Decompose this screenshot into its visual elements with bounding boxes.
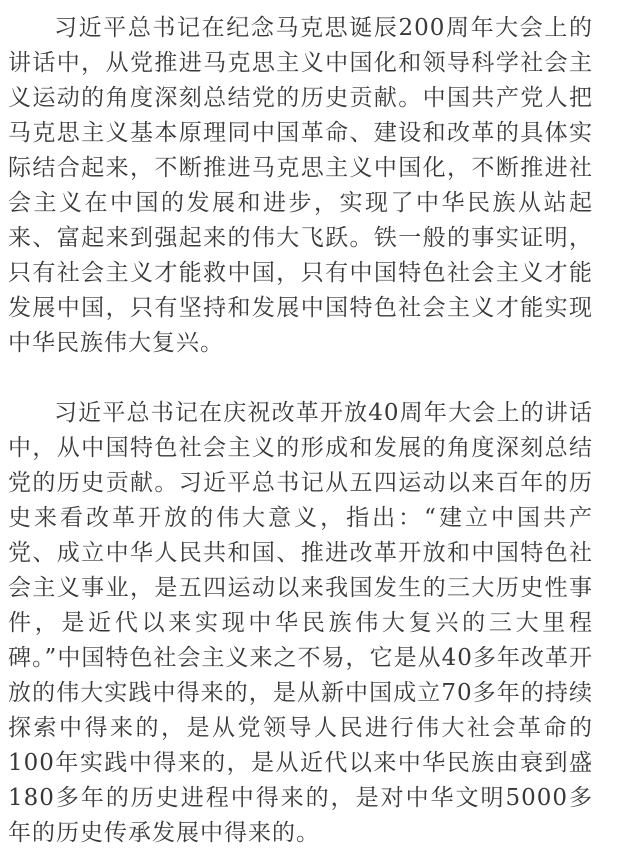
paragraph-marx-bicentennial-speech: 习近平总书记在纪念马克思诞辰200周年大会上的讲话中，从党推进马克思主义中国化和领导科学社会主义运动的角度深刻总结党的历史贡献。中国共产党人把马克思主义基本原理同中国革命、建设和改革的具体实际结合起来，不断推进马克思主义中国化，不断推进社会主义在中国的发展和进步，实现了中华民族从站起来、富起来到强起来的伟大飞跃。铁一般的事实证明，只有社会主义才能救中国，只有中国特色社会主义才能发展中国，只有坚持和发展中国特色社会主义才能实现中华民族伟大复兴。 xyxy=(8,15,593,356)
paragraph-reform-opening-40th-speech: 习近平总书记在庆祝改革开放40周年大会上的讲话中，从中国特色社会主义的形成和发展的角度深刻总结党的历史贡献。习近平总书记从五四运动以来百年的历史来看改革开放的伟大意义，指出：“建立中国共产党、成立中华人民共和国、推进改革开放和中国特色社会主义事业，是五四运动以来我国发生的三大历史性事件，是近代以来实现中华民族伟大复兴的三大里程碑。”中国特色社会主义来之不易，它是从40多年改革开放的伟大实践中得来的，是从新中国成立70多年的持续探索中得来的，是从党领导人民进行伟大社会革命的100年实践中得来的，是从近代以来中华民族由衰到盛180多年的历史进程中得来的，是对中华文明5000多年的历史传承发展中得来的。 xyxy=(8,400,593,846)
